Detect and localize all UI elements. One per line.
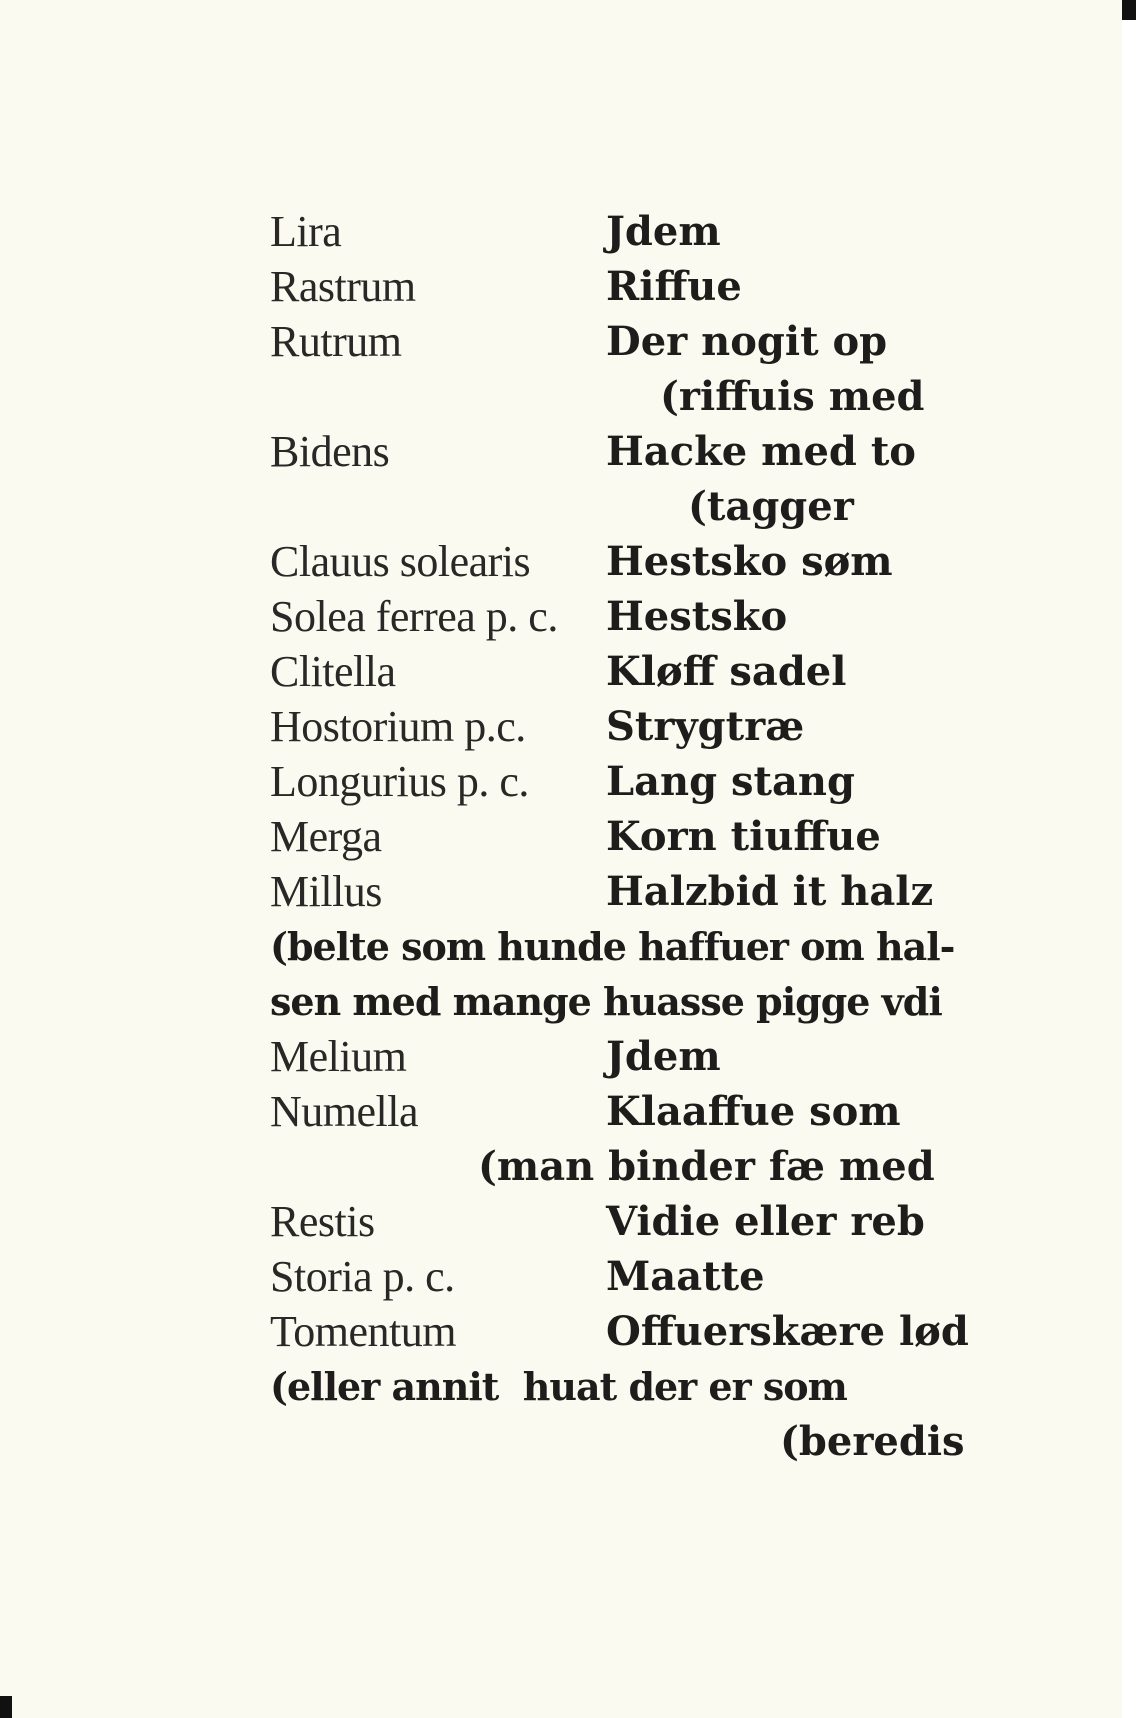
- latin-term: Clauus solearis: [270, 537, 531, 586]
- latin-term: Numella: [270, 1087, 419, 1136]
- danish-gloss: Jdem: [606, 208, 721, 255]
- gloss-continuation-text: (man binder fæ med: [478, 1143, 935, 1190]
- gloss-continuation: [270, 482, 950, 538]
- glossary-entry: [270, 1307, 969, 1363]
- danish-gloss: Strygtræ: [606, 703, 805, 750]
- glossary-entry: [270, 812, 950, 868]
- latin-term: Tomentum: [270, 1307, 457, 1356]
- danish-gloss: Jdem: [606, 1033, 721, 1080]
- danish-gloss: Hestsko søm: [606, 538, 893, 585]
- danish-gloss: Hestsko: [606, 593, 788, 640]
- gloss-continuation-text: (beredis: [780, 1418, 965, 1465]
- scan-corner-mark: [1122, 0, 1136, 20]
- latin-term: Lira: [270, 207, 342, 256]
- glossary-entry: [270, 867, 950, 923]
- danish-gloss: Der nogit op: [606, 318, 888, 365]
- glossary-entry: [270, 317, 950, 373]
- danish-gloss: Riffue: [606, 263, 742, 310]
- danish-gloss: Hacke med to: [606, 428, 916, 475]
- glossary-entry: [270, 702, 950, 758]
- glossary-entry: [270, 427, 950, 483]
- gloss-continuation-text: (tagger: [688, 483, 854, 530]
- latin-term: Merga: [270, 812, 382, 861]
- latin-term: Rutrum: [270, 317, 402, 366]
- gloss-continuation: [270, 1417, 965, 1473]
- scan-margin: [1122, 0, 1136, 1718]
- gloss-continuation-text: (riffuis med: [660, 373, 925, 420]
- danish-gloss: Vidie eller reb: [606, 1198, 925, 1245]
- glossary-entry: [270, 262, 950, 318]
- danish-gloss: Offuerskære lød: [606, 1308, 969, 1355]
- gloss-full-line-text: sen med mange huasse pigge vdi: [270, 979, 942, 1024]
- latin-term: Storia p. c.: [270, 1252, 455, 1301]
- glossary-entry: [270, 592, 950, 648]
- glossary-entry: [270, 537, 950, 593]
- gloss-full-line: [270, 1362, 950, 1418]
- glossary-entry: [270, 757, 950, 813]
- danish-gloss: Klaaffue som: [606, 1088, 901, 1135]
- latin-term: Rastrum: [270, 262, 416, 311]
- gloss-full-line-text: (eller annit huat der er som: [270, 1364, 847, 1409]
- glossary-entry: [270, 1252, 950, 1308]
- latin-term: Bidens: [270, 427, 390, 476]
- gloss-full-line: [270, 977, 950, 1033]
- gloss-full-line-text: (belte som hunde haffuer om hal-: [270, 924, 955, 969]
- glossary-entry: [270, 647, 950, 703]
- glossary-entry: [270, 1087, 950, 1143]
- glossary-entry: [270, 1197, 950, 1253]
- latin-term: Melium: [270, 1032, 407, 1081]
- gloss-full-line: [270, 922, 955, 978]
- danish-gloss: Korn tiuffue: [606, 813, 881, 860]
- latin-term: Longurius p. c.: [270, 757, 529, 806]
- danish-gloss: Lang stang: [606, 758, 855, 805]
- danish-gloss: Kløff sadel: [606, 648, 847, 695]
- gloss-continuation: [270, 1142, 950, 1198]
- latin-term: Clitella: [270, 647, 396, 696]
- latin-term: Hostorium p.c.: [270, 702, 526, 751]
- latin-term: Solea ferrea p. c.: [270, 592, 558, 641]
- glossary-entry: [270, 1032, 950, 1088]
- gloss-continuation: [270, 372, 950, 428]
- danish-gloss: Halzbid it halz: [606, 868, 934, 915]
- latin-term: Restis: [270, 1197, 375, 1246]
- glossary-entry: [270, 207, 950, 263]
- latin-term: Millus: [270, 867, 382, 916]
- danish-gloss: Maatte: [606, 1253, 765, 1300]
